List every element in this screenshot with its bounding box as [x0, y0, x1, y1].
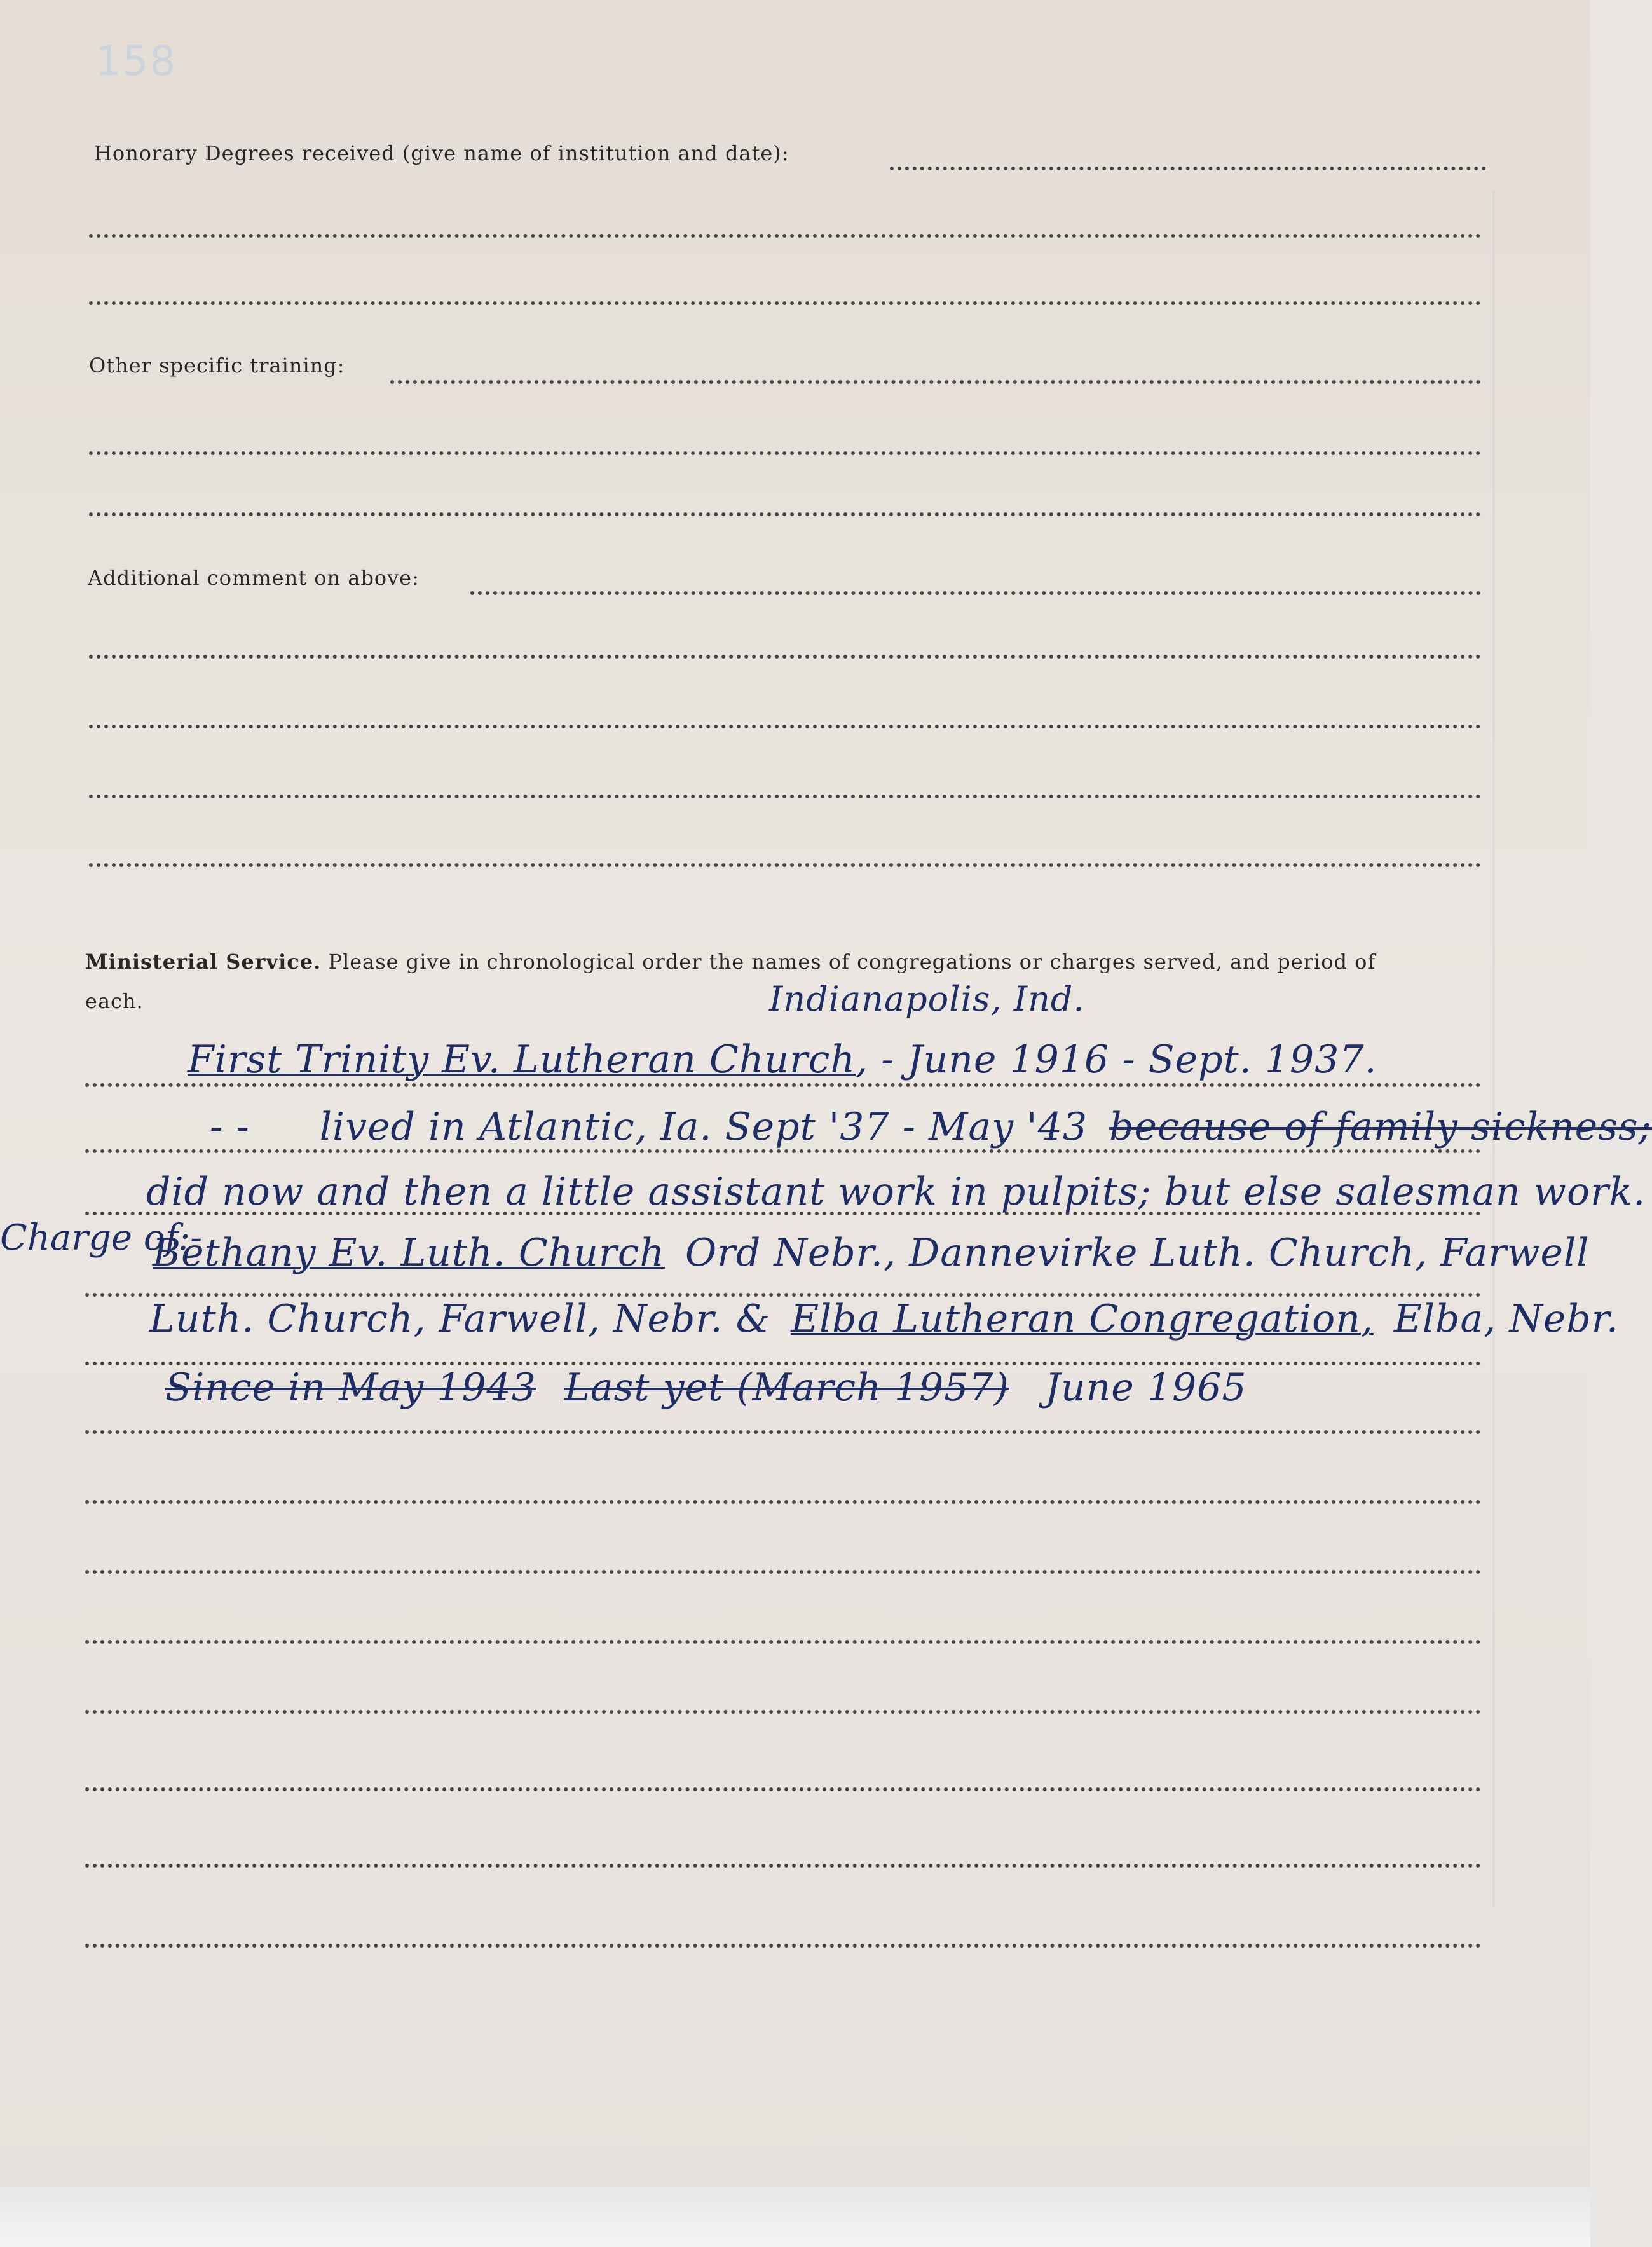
honorary-degrees-line-2 [89, 234, 1481, 238]
other-training-line-1 [390, 380, 1481, 384]
ministerial-service-heading: Ministerial Service. [85, 950, 322, 974]
service-line-11 [85, 1787, 1481, 1791]
additional-comment-label: Additional comment on above: [88, 566, 420, 590]
handwritten-ord-dannevirke: Ord Nebr., Dannevirke Luth. Church, Farwell [685, 1231, 1590, 1275]
additional-comment-line-5 [89, 863, 1481, 867]
handwritten-atlantic-line [210, 1105, 1652, 1149]
ministerial-service-instructions-2: each. [85, 989, 144, 1013]
ministerial-service-label [85, 950, 1376, 974]
handwritten-margin-note: Charge of:- [0, 1217, 203, 1259]
scan-bottom-strip [0, 2187, 1590, 2247]
handwritten-assistant-work: did now and then a little assistant work in pulpits; but else salesman work. [146, 1170, 1646, 1214]
honorary-degrees-line-1 [890, 167, 1486, 170]
service-line-9 [85, 1640, 1481, 1644]
handwritten-atlantic-text: lived in Atlantic, Ia. Sept '37 - May '43 [319, 1105, 1088, 1149]
service-line-7 [85, 1500, 1481, 1504]
honorary-degrees-line-3 [89, 301, 1481, 305]
additional-comment-line-3 [89, 725, 1481, 728]
handwritten-first-trinity-dates: , - June 1916 - Sept. 1937. [856, 1037, 1377, 1082]
handwritten-farwell-line [149, 1297, 1619, 1341]
additional-comment-line-2 [89, 655, 1481, 659]
page-number: 158 [95, 38, 177, 85]
handwritten-bethany-line [153, 1231, 1589, 1275]
handwritten-bethany: Bethany Ev. Luth. Church [153, 1231, 665, 1275]
service-line-10 [85, 1710, 1481, 1714]
handwritten-first-trinity [188, 1037, 1377, 1082]
handwritten-first-trinity-church: First Trinity Ev. Lutheran Church [188, 1037, 856, 1082]
service-line-6 [85, 1430, 1481, 1434]
service-line-1 [85, 1083, 1481, 1087]
handwritten-struck-since: Since in May 1943 [165, 1365, 536, 1410]
service-line-13 [85, 1944, 1481, 1948]
other-training-line-2 [89, 451, 1481, 455]
handwritten-since-line [165, 1365, 1247, 1410]
ministerial-service-instructions: Please give in chronological order the names of congregations or charges served, and period of [328, 950, 1376, 974]
show-through-bleed [1492, 191, 1571, 1907]
additional-comment-line-1 [470, 591, 1481, 595]
service-line-2 [85, 1149, 1481, 1153]
handwritten-elba-congregation: Elba Lutheran Congregation, [791, 1297, 1374, 1341]
other-training-label: Other specific training: [89, 353, 345, 378]
handwritten-june-1965: June 1965 [1044, 1365, 1247, 1410]
handwritten-location-indianapolis: Indianapolis, Ind. [769, 979, 1085, 1019]
handwritten-elba-nebr: Elba, Nebr. [1394, 1297, 1619, 1341]
additional-comment-line-4 [89, 795, 1481, 798]
handwritten-struck-last-yet: Last yet (March 1957) [564, 1365, 1009, 1410]
handwritten-dashes: - - [210, 1105, 250, 1149]
handwritten-farwell: Luth. Church, Farwell, Nebr. & [149, 1297, 771, 1341]
service-line-12 [85, 1864, 1481, 1868]
service-line-8 [85, 1570, 1481, 1574]
other-training-line-3 [89, 512, 1481, 516]
honorary-degrees-label: Honorary Degrees received (give name of institution and date): [94, 141, 789, 165]
handwritten-struck-sickness: because of family sickness; [1109, 1105, 1652, 1149]
